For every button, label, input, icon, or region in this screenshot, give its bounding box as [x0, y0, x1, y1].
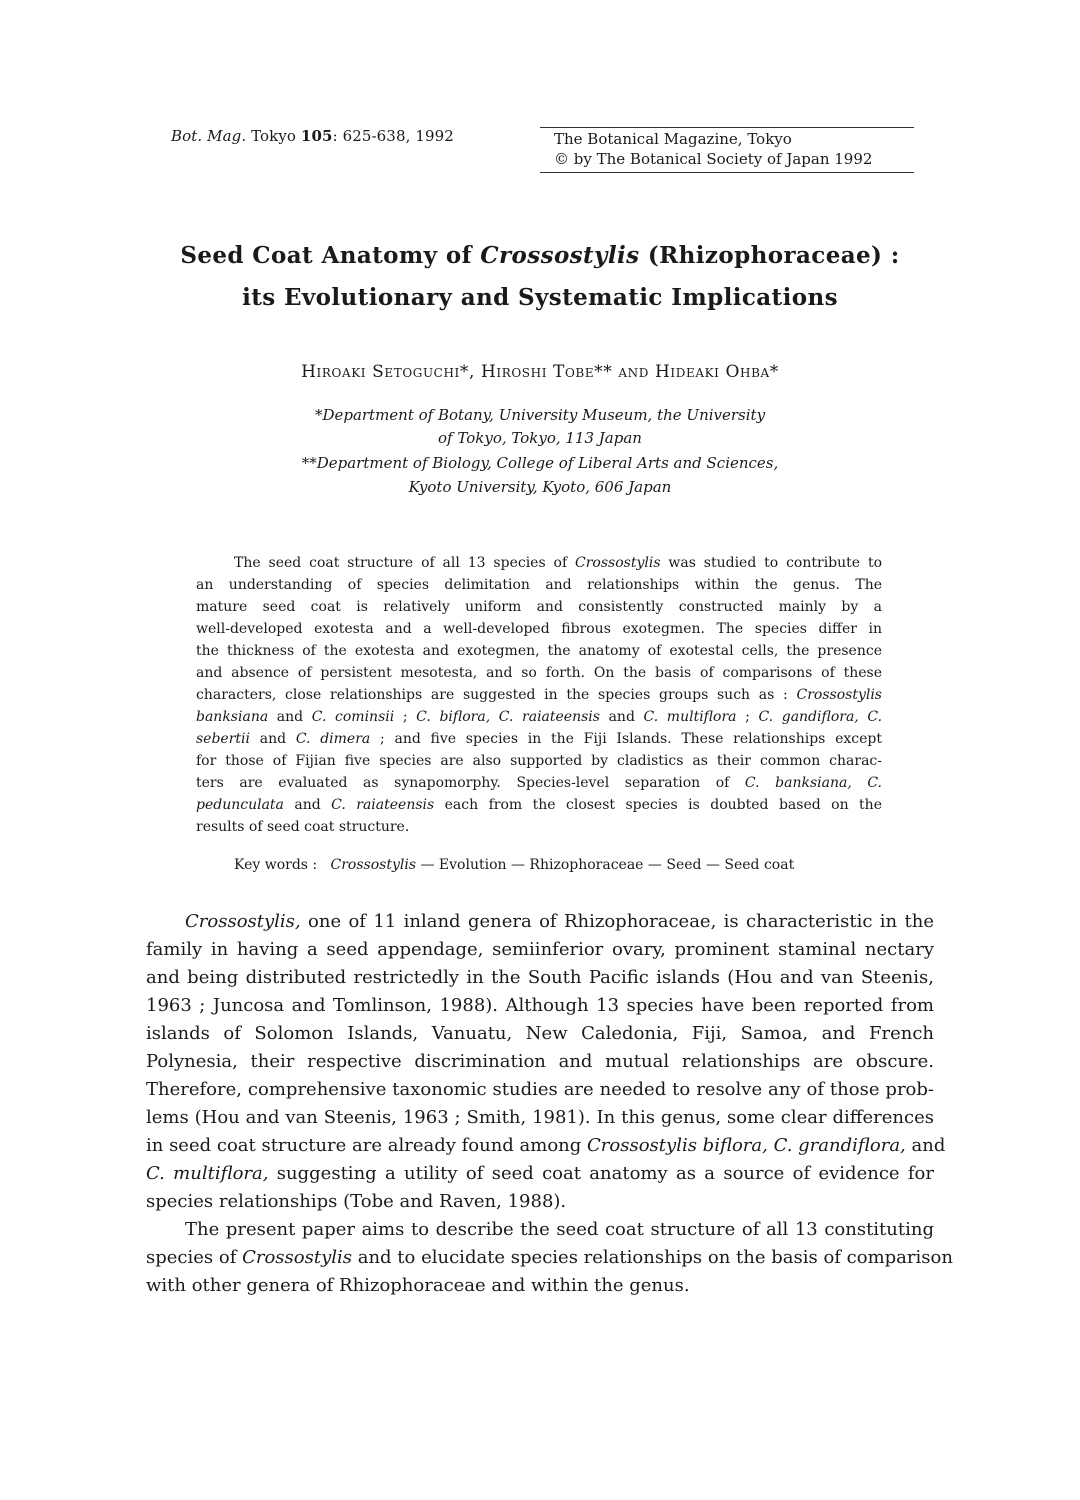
copyright-line-2: © by The Botanical Society of Japan 1992 — [540, 149, 914, 173]
body-text: suggesting a utility of seed coat anatomy as a source of evidence for — [268, 1163, 934, 1184]
body-text: one of 11 inland genera of Rhizophoraceae, is characteristic in the — [300, 911, 934, 932]
title-genus: Crossostylis — [480, 242, 640, 269]
title-part-a: Seed Coat Anatomy of — [180, 242, 481, 269]
abstract-line — [196, 772, 882, 794]
abstract-species: C. multiflora — [643, 709, 737, 725]
body-paragraph-1 — [146, 908, 946, 1216]
abstract-species: C. gandiflora, C. — [758, 709, 883, 725]
abstract-line: the thickness of the exotesta and exotegmen, the anatomy of exotestal cells, the presence — [196, 643, 882, 659]
abstract-line — [196, 684, 882, 706]
abstract-species: pedunculata — [196, 797, 284, 813]
abstract-genus: Crossostylis — [796, 687, 882, 703]
keywords — [234, 857, 794, 873]
copyright-line-1: The Botanical Magazine, Tokyo — [540, 127, 914, 149]
affiliation-line-2: of Tokyo, Tokyo, 113 Japan — [438, 429, 642, 447]
paper-title-line-2: its Evolutionary and Systematic Implications — [242, 284, 838, 311]
body-line — [146, 1132, 946, 1160]
abstract-text: The seed coat structure of all 13 species of — [234, 555, 576, 571]
abstract-line: mature seed coat is relatively uniform and consistently constructed mainly by a — [196, 599, 882, 615]
body-species: C. multiflora, — [146, 1163, 269, 1184]
title-part-b: (Rhizophoraceae) : — [639, 242, 900, 269]
keyword-genus: Crossostylis — [330, 857, 417, 873]
abstract-line — [196, 552, 882, 574]
body-line: with other genera of Rhizophoraceae and within the genus. — [146, 1275, 690, 1296]
journal-abbrev-2: Mag. — [207, 127, 247, 145]
body-species: Crossostylis biflora, C. grandiflora, — [587, 1135, 906, 1156]
keywords-label: Key words : — [234, 857, 318, 873]
abstract-line: an understanding of species delimitation and relationships within the genus. The — [196, 577, 882, 593]
abstract-species: C. dimera — [295, 731, 371, 747]
body-line: family in having a seed appendage, semiinferior ovary, prominent staminal nectary — [146, 939, 934, 960]
citation-header — [171, 127, 454, 145]
abstract-species: banksiana — [196, 709, 269, 725]
body-line — [146, 1160, 934, 1188]
abstract-species: C. cominsii — [311, 709, 395, 725]
abstract-line — [196, 706, 882, 728]
abstract-line: and absence of persistent mesotesta, and so forth. On the basis of comparisons of these — [196, 665, 882, 681]
body-paragraph-2 — [146, 1216, 953, 1300]
abstract-species: C. raiateensis — [331, 797, 435, 813]
body-line — [146, 1244, 953, 1272]
abstract-text: and — [250, 731, 296, 747]
paper-title-line-1 — [0, 242, 1080, 269]
abstract-genus: Crossostylis — [575, 555, 661, 571]
body-text: species of — [146, 1247, 243, 1268]
journal-abbrev-1: Bot. — [171, 127, 203, 145]
affiliation-line-3: **Department of Biology, College of Liberal Arts and Sciences, — [301, 454, 779, 472]
affiliation-line-1: *Department of Botany, University Museum, the University — [314, 406, 766, 424]
abstract-text: and — [599, 709, 644, 725]
abstract-text: each from the closest species is doubted based on the — [434, 797, 882, 813]
affiliation-line-4: Kyoto University, Kyoto, 606 Japan — [408, 478, 672, 496]
abstract-text: ; — [394, 709, 417, 725]
journal-pages: : 625-638, 1992 — [332, 127, 454, 145]
body-genus: Crossostylis — [242, 1247, 353, 1268]
abstract-species: C. biflora, C. raiateensis — [416, 709, 600, 725]
body-line: Polynesia, their respective discrimination and mutual relationships are obscure. — [146, 1051, 934, 1072]
body-line: species relationships (Tobe and Raven, 1988). — [146, 1191, 567, 1212]
body-text: in seed coat structure are already found among — [146, 1135, 588, 1156]
body-line: Therefore, comprehensive taxonomic studies are needed to resolve any of those prob- — [146, 1079, 934, 1100]
body-genus: Crossostylis, — [185, 911, 301, 932]
journal-city: Tokyo — [251, 127, 297, 145]
abstract-text: ters are evaluated as synapomorphy. Species-level separation of — [196, 775, 745, 791]
body-line — [146, 908, 934, 936]
abstract-line — [196, 728, 882, 750]
copyright-header — [540, 127, 914, 173]
abstract-line: results of seed coat structure. — [196, 819, 410, 835]
keywords-rest: — Evolution — Rhizophoraceae — Seed — Seed coat — [416, 857, 795, 873]
abstract-text: and — [268, 709, 312, 725]
author-list: Hiroaki Setoguchi*, Hiroshi Tobe** and Hideaki Ohba* — [301, 362, 779, 382]
abstract-text: characters, close relationships are suggested in the species groups such as : — [196, 687, 797, 703]
abstract-species: sebertii — [196, 731, 250, 747]
abstract-text: was studied to contribute to — [660, 555, 882, 571]
body-text: and — [905, 1135, 946, 1156]
abstract-text: ; — [736, 709, 759, 725]
journal-volume: 105 — [300, 127, 333, 145]
body-line: lems (Hou and van Steenis, 1963 ; Smith, 1981). In this genus, some clear differences — [146, 1107, 934, 1128]
abstract-line — [196, 794, 882, 816]
abstract-line: well-developed exotesta and a well-developed fibrous exotegmen. The species differ in — [196, 621, 882, 637]
abstract-species: C. banksiana, C. — [744, 775, 882, 791]
body-line: 1963 ; Juncosa and Tomlinson, 1988). Although 13 species have been reported from — [146, 995, 934, 1016]
abstract — [196, 552, 882, 838]
abstract-text: and — [283, 797, 332, 813]
abstract-text: ; and five species in the Fiji Islands. These relationships except — [370, 731, 882, 747]
body-text: and to elucidate species relationships on the basis of comparison — [352, 1247, 953, 1268]
body-line: and being distributed restrictedly in the South Pacific islands (Hou and van Steenis, — [146, 967, 934, 988]
body-line: islands of Solomon Islands, Vanuatu, New Caledonia, Fiji, Samoa, and French — [146, 1023, 934, 1044]
abstract-line: for those of Fijian five species are also supported by cladistics as their common charac- — [196, 753, 882, 769]
body-line: The present paper aims to describe the seed coat structure of all 13 constituting — [185, 1219, 934, 1240]
